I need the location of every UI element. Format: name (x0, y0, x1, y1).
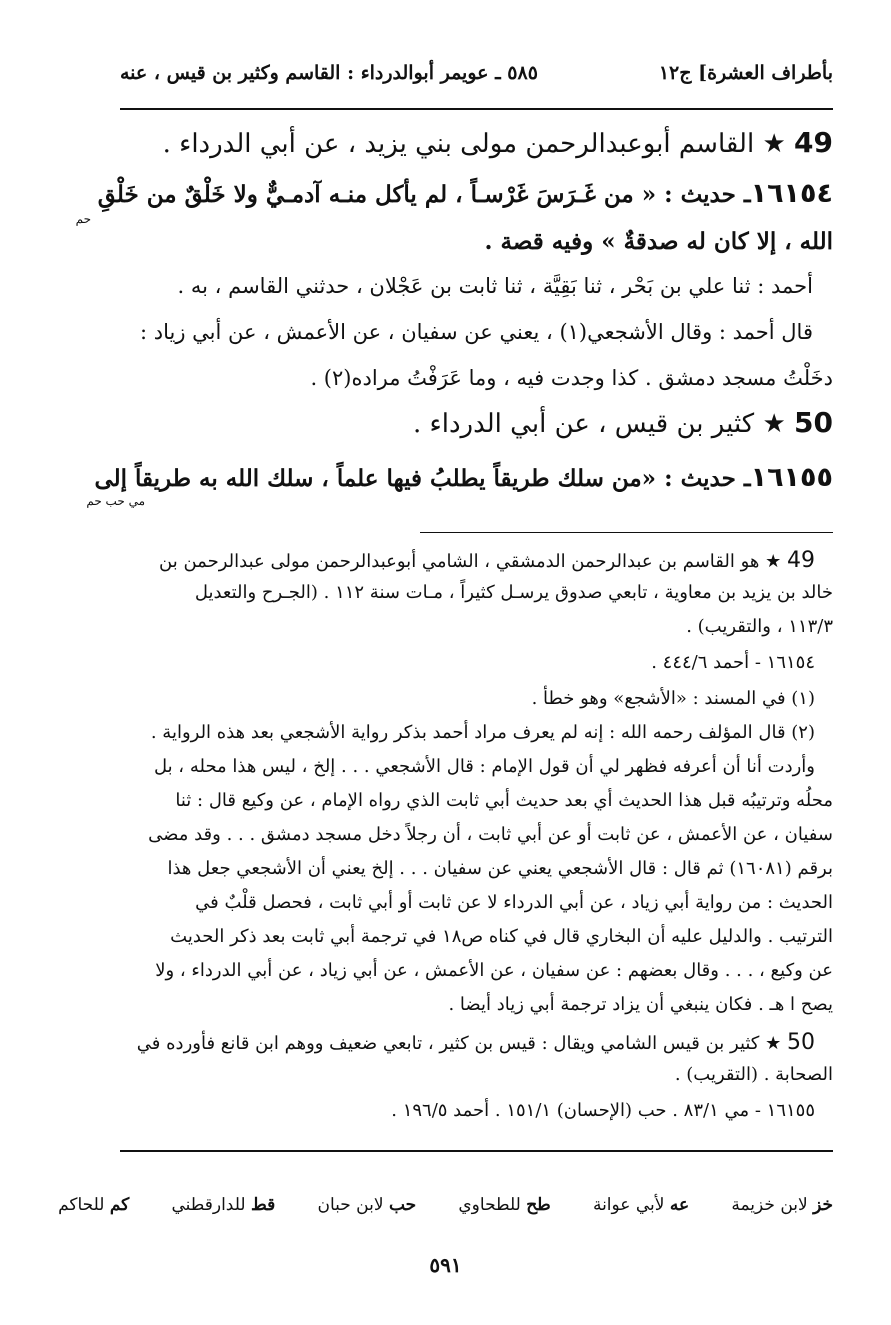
star-icon: ★ (765, 1033, 782, 1054)
footnote-paragraph-line: الترتيب . والدليل عليه أن البخاري قال في كناه ص١٨ في ترجمة أبي ثابت بعد ذكر الحديث (170, 926, 833, 947)
narrator-50 (413, 406, 833, 439)
isnad-ahmad-line1: أحمد : ثنا علي بن بَحْر ، ثنا بَقِيَّة ، ثنا ثابت بن عَجْلان ، حدثني القاسم ، به . (177, 274, 813, 298)
legend-abbr: طح (526, 1195, 551, 1215)
legend-abbr: حب (388, 1195, 417, 1215)
narrator-text: القاسم أبوعبدالرحمن مولى بني يزيد ، عن أبي الدرداء . (162, 129, 755, 159)
footnote-paragraph-line: وأردت أنا أن أعرفه فظهر لي أن قول الإمام : قال الأشجعي . . . إلخ ، ليس هذا محله ، بل (153, 756, 815, 777)
hadith-16155-sigla: مي حب حم (86, 494, 145, 508)
hadith-16154-sigla: حم (75, 212, 91, 226)
footnote-paragraph-line: يصح ا هـ . فكان ينبغي أن يزاد ترجمة أبي زياد أيضا . (448, 994, 833, 1015)
legend-item (458, 1195, 550, 1221)
legend-item (593, 1195, 689, 1221)
isnad-ahmad-line3: دخَلْتُ مسجد دمشق . كذا وجدت فيه ، وما عَرَفْتُ مراده(٢) . (310, 366, 833, 390)
legend-abbr: عه (669, 1195, 690, 1215)
star-icon: ★ (765, 551, 782, 572)
narrator-text: كثير بن قيس ، عن أبي الدرداء . (413, 409, 755, 439)
ref-16154: ١٦١٥٤ - أحمد ٤٤٤/٦ . (651, 652, 815, 673)
legend-abbr: قط (250, 1195, 276, 1215)
footnote-paragraph-line: عن وكيع ، . . . وقال بعضهم : عن سفيان ، عن الأعمش ، عن أبي زياد ، عن أبي الدرداء ، ولا (155, 960, 833, 981)
footnote-note-2: (٢) قال المؤلف رحمه الله : إنه لم يعرف مراد أحمد بذكر رواية الأشجعي بعد هذه الرواية . (150, 722, 815, 743)
hadith-16154-line1 (98, 178, 833, 209)
header-rule (120, 108, 833, 110)
footnote-50-line2: الصحابة . (التقريب) . (674, 1064, 833, 1085)
ref-16155: ١٦١٥٥ - مي ٨٣/١ . حب (الإحسان) ١٥١/١ . أحمد ١٩٦/٥ . (391, 1100, 815, 1121)
footnote-rule (420, 532, 833, 533)
legend-item (58, 1195, 129, 1221)
running-header-book: بأطراف العشرة] ج١٢ (658, 62, 833, 84)
footnote-number: 49 (787, 548, 815, 573)
footnote-paragraph-line: سفيان ، عن الأعمش ، عن ثابت أو عن أبي ثابت ، أن رجلاً دخل مسجد دمشق . . . وقد مضى (148, 824, 833, 845)
legend-rule (120, 1150, 833, 1152)
narrator-number: 49 (794, 126, 833, 159)
star-icon: ★ (762, 129, 786, 159)
hadith-text: ـ حديث : « من غَـرَسَ غَرْسـاً ، لم يأكل منـه آدمـيٌّ ولا خَلْقٌ من خَلْقِ (97, 181, 751, 208)
legend-desc: للحاكم (58, 1195, 105, 1215)
star-icon: ★ (762, 409, 786, 439)
footnote-49-line2: خالد بن يزيد بن معاوية ، تابعي صدوق يرسـل كثيراً ، مـات سنة ١١٢ . (الجـرح والتعديل (194, 582, 833, 603)
footnote-text: هو القاسم بن عبدالرحمن الدمشقي ، الشامي أبوعبدالرحمن مولى عبدالرحمن بن (159, 551, 760, 572)
hadith-16154-line2: الله ، إلا كان له صدقةٌ » وفيه قصة . (484, 228, 833, 255)
footnote-49-line1 (159, 548, 815, 573)
legend-abbr: كم (109, 1195, 130, 1215)
footnote-paragraph-line: الحديث : من رواية أبي زياد ، عن أبي الدرداء لا عن ثابت أو أبي ثابت ، فحصل قلْبٌ في (195, 892, 833, 913)
legend-item (731, 1195, 833, 1221)
isnad-ahmad-line2: قال أحمد : وقال الأشجعي(١) ، يعني عن سفيان ، عن الأعمش ، عن أبي زياد : (140, 320, 813, 344)
footnote-paragraph-line: محلُه وترتيبُه قبل هذا الحديث أي بعد حديث أبي ثابت الذي رواه الإمام ، عن وكيع قال : ثنا (175, 790, 833, 811)
running-header-section: ٥٨٥ ـ عويمر أبوالدرداء : القاسم وكثير بن قيس ، عنه (120, 62, 538, 84)
narrator-49 (163, 126, 833, 159)
legend-desc: للدارقطني (171, 1195, 246, 1215)
narrator-number: 50 (794, 406, 833, 439)
legend-desc: للطحاوي (458, 1195, 521, 1215)
footnote-number: 50 (787, 1030, 815, 1055)
hadith-number: ١٦١٥٤ (750, 178, 833, 209)
legend-desc: لأبي عوانة (592, 1195, 665, 1215)
footnote-50-line1 (137, 1030, 815, 1055)
hadith-16155-line1 (94, 462, 833, 493)
abbreviation-legend (58, 1195, 833, 1221)
footnote-text: كثير بن قيس الشامي ويقال : قيس بن كثير ، تابعي ضعيف ووهم ابن قانع فأورده في (136, 1033, 760, 1054)
legend-item (317, 1195, 416, 1221)
legend-item (172, 1195, 276, 1221)
legend-abbr: خز (813, 1195, 833, 1215)
footnote-paragraph-line: برقم (١٦٠٨١) ثم قال : قال الأشجعي يعني عن سفيان . . . إلخ يعني أن الأشجعي جعل هذا (167, 858, 833, 879)
page-number: ٥٩١ (429, 1253, 462, 1277)
hadith-number: ١٦١٥٥ (750, 462, 833, 493)
legend-desc: لابن حبان (317, 1195, 384, 1215)
legend-desc: لابن خزيمة (731, 1195, 808, 1215)
hadith-text: ـ حديث : «من سلك طريقاً يطلبُ فيها علماً ، سلك الله به طريقاً إلى (94, 465, 751, 492)
footnote-note-1: (١) في المسند : «الأشجع» وهو خطأ . (531, 688, 815, 709)
footnote-49-line3: ١١٣/٣ ، والتقريب) . (686, 616, 833, 637)
